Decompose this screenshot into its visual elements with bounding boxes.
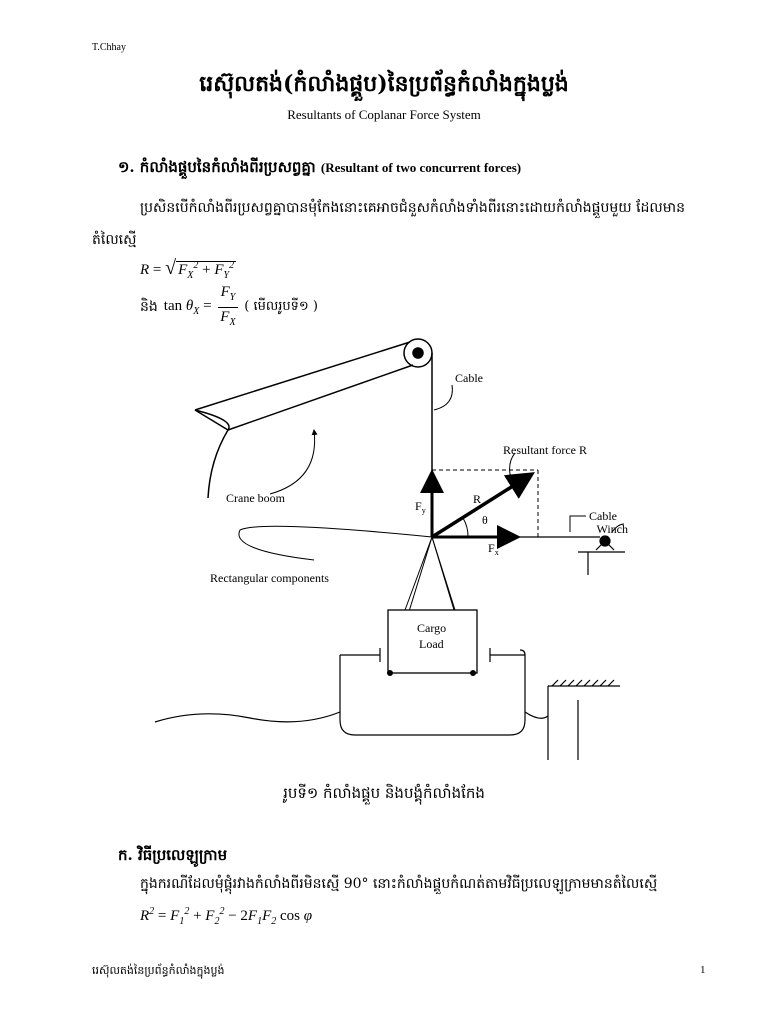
barge-shape xyxy=(155,648,548,735)
label-fx: $F_x$ xyxy=(488,541,499,557)
label-crane-boom: Crane boom xyxy=(226,491,285,505)
equation-tan-theta: និង $\tan \theta_X$ = $\frac{F_Y}{F_X}$ ( មើលរូបទី១ ) xyxy=(140,284,318,328)
label-r: R xyxy=(473,492,482,506)
footer-title: រេស៊ុលតង់នៃប្រព័ន្ធកំលាំងក្នុងប្លង់ xyxy=(92,964,225,977)
label-load: Load xyxy=(419,637,444,651)
figure-reference: ( មើលរូបទី១ ) xyxy=(244,299,318,314)
label-fy: $F_y$ xyxy=(415,499,426,515)
section-1-heading-khmer: ១. កំលាំងផ្គួបនៃកំលាំងពីរប្រសព្វគ្នា xyxy=(118,158,316,176)
resultant-arrow xyxy=(432,474,532,537)
crane-figure xyxy=(150,325,628,765)
label-winch: Winch xyxy=(596,522,628,536)
section-1-heading xyxy=(118,158,521,180)
equation-and-word: និង xyxy=(140,299,158,315)
label-cable-right: Cable xyxy=(589,509,617,523)
page-title-english: Resultants of Coplanar Force System xyxy=(287,107,481,122)
section-a-heading: ក. វិធីប្រលេឡូក្រាម xyxy=(118,846,228,864)
section-a-paragraph: ក្នុងករណីដែលមុំផ្តុំរវាងកំលាំងពីរមិនស្មើ 90° នោះកំលាំងផ្គួបកំណត់តាមវិធីប្រលេឡូក្រាមមានតំលៃស្មើ xyxy=(140,876,658,892)
section-1-heading-english: (Resultant of two concurrent forces) xyxy=(320,160,522,175)
author-header: T.Chhay xyxy=(92,42,126,53)
figure-caption: រូបទី១ កំលាំងផ្គួប និងបង្គុំកំលាំងកែង xyxy=(283,784,485,802)
crane-boom-shape xyxy=(195,339,432,537)
label-resultant-force: Resultant force R xyxy=(503,443,587,457)
equation-resultant: R = √ $F_X^2 + F_Y^2$ xyxy=(140,257,235,281)
label-theta: θ xyxy=(482,513,488,527)
page-title-khmer: រេស៊ុលតង់(កំលាំងផ្គួប)នៃប្រព័ន្ធកំលាំងក្នុងប្លង់ xyxy=(199,71,569,97)
label-cable-top: Cable xyxy=(455,371,483,385)
winch-shape xyxy=(578,536,625,575)
label-cargo: Cargo xyxy=(417,621,447,635)
page-number: 1 xyxy=(700,964,706,976)
section-1-paragraph: ប្រសិនបើកំលាំងពីរប្រសព្វគ្នាបានមុំកែងនោះគេអាចជំនួសកំលាំងទាំងពីរនោះដោយកំលាំងផ្គួបមួយ ដែលមានតំលៃស្មើ xyxy=(92,200,685,248)
dock-shape xyxy=(548,680,620,760)
equation-law-of-cosines: $R^2 = F_1^2 + F_2^2 - 2F_1F_2$ cos φ xyxy=(140,906,313,927)
label-rectangular-components: Rectangular components xyxy=(210,571,329,585)
